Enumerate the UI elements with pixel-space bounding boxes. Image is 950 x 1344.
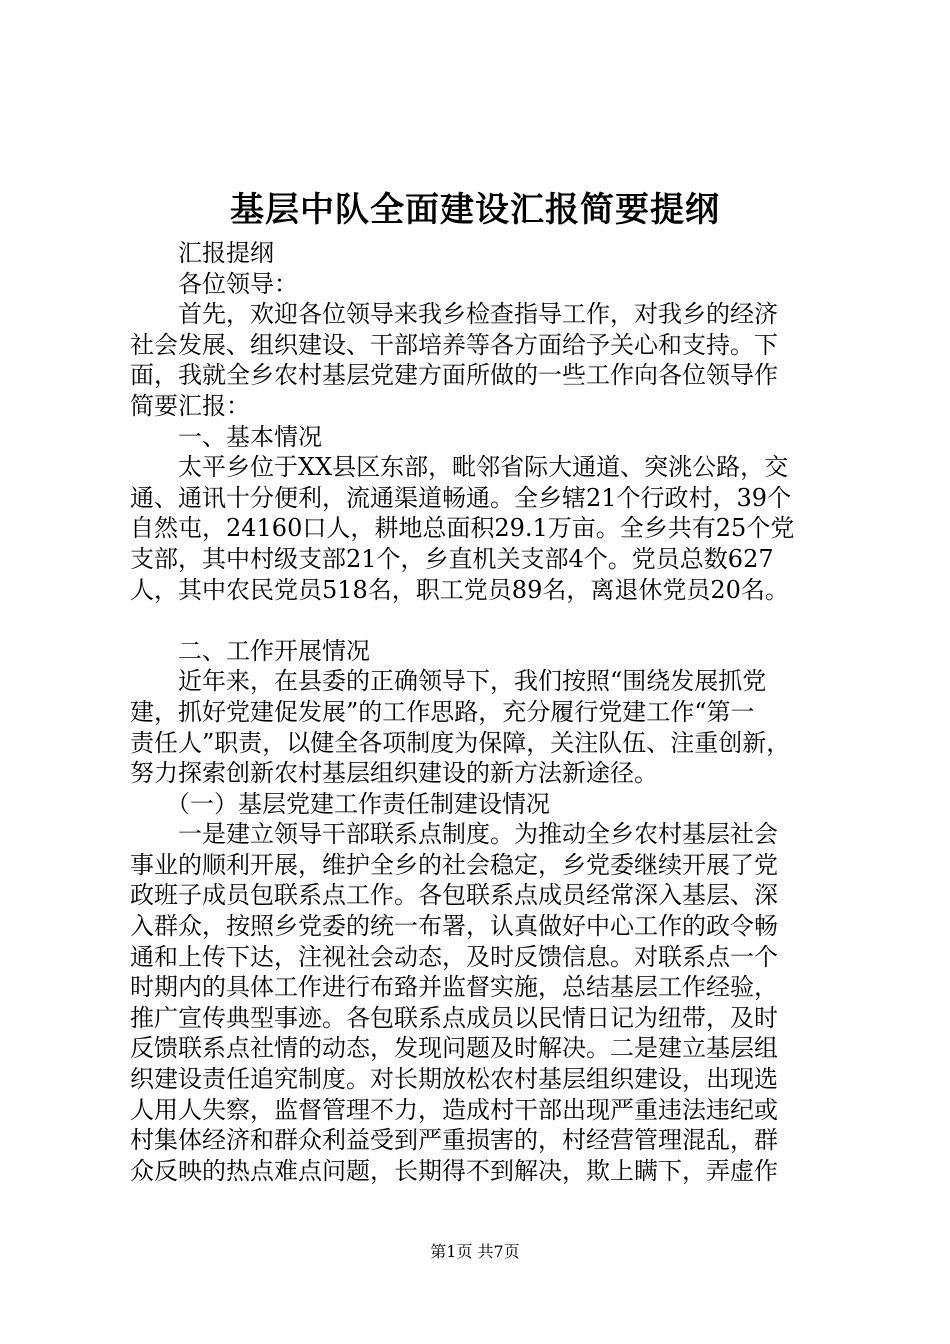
body-text-line: 责任人”职责，以健全各项制度为保障，关注队伍、注重创新，	[130, 728, 791, 757]
body-text-line: 首先，欢迎各位领导来我乡检查指导工作，对我乡的经济	[130, 300, 778, 329]
body-text-line: 自然屯，24160口人，耕地总面积29.1万亩。全乡共有25个党	[130, 514, 795, 543]
body-text-line: 一、基本情况	[130, 422, 322, 451]
body-text-line: 支部，其中村级支部21个，乡直机关支部4个。党员总数627	[130, 544, 774, 573]
body-text-line: 织建设责任追究制度。对长期放松农村基层组织建设，出现选	[130, 1065, 778, 1094]
body-text-line: 通、通讯十分便利，流通渠道畅通。全乡辖21个行政村，39个	[130, 483, 792, 512]
body-text-line: 近年来，在县委的正确领导下，我们按照“围绕发展抓党	[130, 667, 767, 696]
body-text-line: 人，其中农民党员518名，职工党员89名，离退休党员20名。	[130, 575, 789, 604]
body-text-line: （一）基层党建工作责任制建设情况	[130, 789, 550, 818]
body-text-line: 事业的顺利开展，维护全乡的社会稳定，乡党委继续开展了党	[130, 850, 778, 879]
body-text-line: 面，我就全乡农村基层党建方面所做的一些工作向各位领导作	[130, 361, 778, 390]
body-text-line: 社会发展、组织建设、干部培养等各方面给予关心和支持。下	[130, 330, 778, 359]
body-text-line: 太平乡位于XX县区东部，毗邻省际大通道、突洮公路，交	[130, 453, 789, 482]
document-body	[130, 238, 856, 1186]
body-text-line: 简要汇报：	[130, 391, 250, 420]
body-text-line: 二、工作开展情况	[130, 636, 370, 665]
body-text-line: 众反映的热点难点问题，长期得不到解决，欺上瞒下，弄虚作	[130, 1156, 778, 1185]
body-text-line: 各位领导：	[130, 269, 298, 298]
body-text-line: 汇报提纲	[130, 239, 274, 267]
body-text-line: 努力探索创新农村基层组织建设的新方法新途径。	[130, 759, 658, 788]
body-text-line: 人用人失察，监督管理不力，造成村干部出现严重违法违纪或	[130, 1095, 778, 1124]
body-text-line: 一是建立领导干部联系点制度。为推动全乡农村基层社会	[130, 820, 778, 849]
body-text-line: 时期内的具体工作进行布臵并监督实施，总结基层工作经验，	[130, 973, 778, 1002]
page-number-footer: 第1页 共7页	[430, 1242, 520, 1261]
body-text-line: 通和上传下达，注视社会动态，及时反馈信息。对联系点一个	[130, 942, 778, 971]
body-text-line: 建，抓好党建促发展”的工作思路，充分履行党建工作“第一	[130, 697, 755, 726]
body-text-line: 反馈联系点社情的动态，发现问题及时解决。二是建立基层组	[130, 1034, 778, 1063]
body-text-line: 入群众，按照乡党委的统一布署，认真做好中心工作的政令畅	[130, 912, 778, 941]
paragraph-gap	[130, 605, 856, 636]
body-text-line: 推广宣传典型事迹。各包联系点成员以民情日记为纽带，及时	[130, 1003, 778, 1032]
body-text-line: 村集体经济和群众利益受到严重损害的，村经营管理混乱，群	[130, 1126, 778, 1155]
body-text-line: 政班子成员包联系点工作。各包联系点成员经常深入基层、深	[130, 881, 778, 910]
document-title: 基层中队全面建设汇报简要提纲	[230, 190, 720, 230]
